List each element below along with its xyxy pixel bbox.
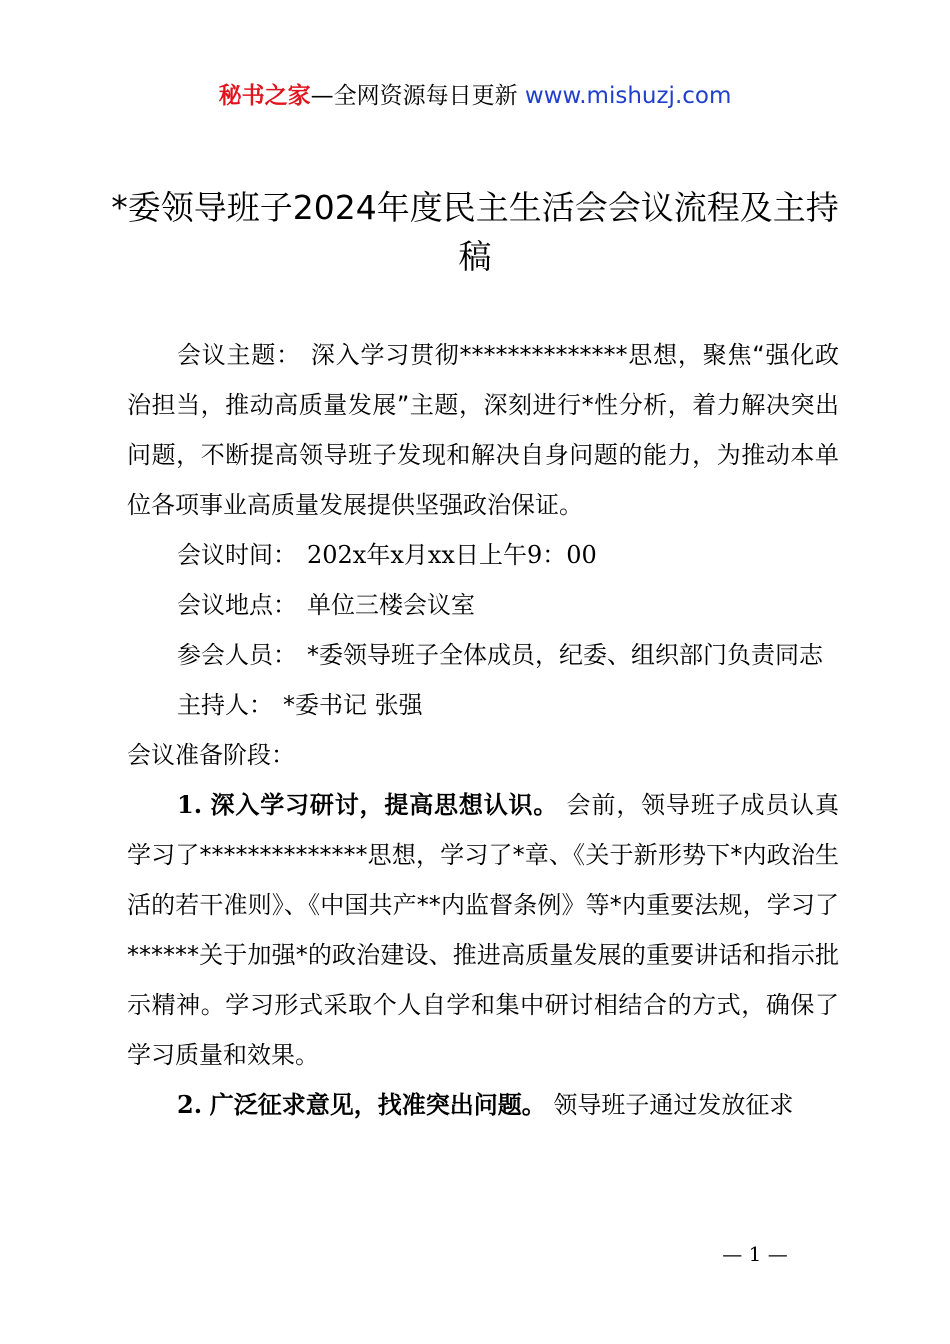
prep-stage-heading: 会议准备阶段： [127,741,295,769]
meeting-theme-text: 深入学习贯彻**************思想，聚焦“强化政治担当，推动高质量发展”主题，深刻进行*性分析，着力解决突出问题，不断提高领导班子发现和解决自身问题的能力，为推动本单位各项事业高质量发展提供坚强政治保证。 [127,341,839,519]
meeting-attendees [127,630,839,680]
item-heading: 深入学习研讨，提高思想认识。 [210,791,559,819]
meeting-host [127,680,839,730]
document-title: *委领导班子2024年度民主生活会会议流程及主持稿 [111,188,839,276]
meeting-attendees-label: 参会人员： [177,641,297,669]
meeting-time-label: 会议时间： [177,541,297,569]
list-item [127,780,839,1080]
meeting-theme-label: 会议主题： [177,341,301,369]
page-number: — 1 — [722,1242,788,1266]
banner-tagline: —全网资源每日更新 [310,83,525,109]
meeting-theme [127,330,839,530]
list-item [127,1080,839,1130]
banner-brand: 秘书之家 [218,83,311,109]
meeting-time-text: 202x年x月xx日上午9：00 [307,541,597,569]
item-number: 2. [177,1090,203,1119]
meeting-location-text: 单位三楼会议室 [307,591,475,619]
meeting-host-label: 主持人： [177,691,273,719]
meeting-host-text: *委书记 张强 [283,691,423,719]
item-text: 领导班子通过发放征求 [553,1091,794,1119]
item-text: 会前，领导班子成员认真学习了**************思想，学习了*章、《关于新形势下*内政治生活的若干准则》、《中国共产**内监督条例》等*内重要法规，学习了******关于加强*的政治建设、推进高质量发展的重要讲话和指示批示精神。学习形式采取个人自学和集中研讨相结合的方式，确保了学习质量和效果。 [127,791,840,1069]
meeting-attendees-text: *委领导班子全体成员，纪委、组织部门负责同志 [307,641,823,669]
document-body [127,330,839,1130]
item-number: 1. [177,790,203,819]
meeting-location [127,580,839,630]
site-banner [0,80,950,112]
meeting-time [127,530,839,580]
item-heading: 广泛征求意见，找准突出问题。 [209,1091,546,1119]
meeting-location-label: 会议地点： [177,591,297,619]
banner-url: www.mishuzj.com [524,83,732,109]
